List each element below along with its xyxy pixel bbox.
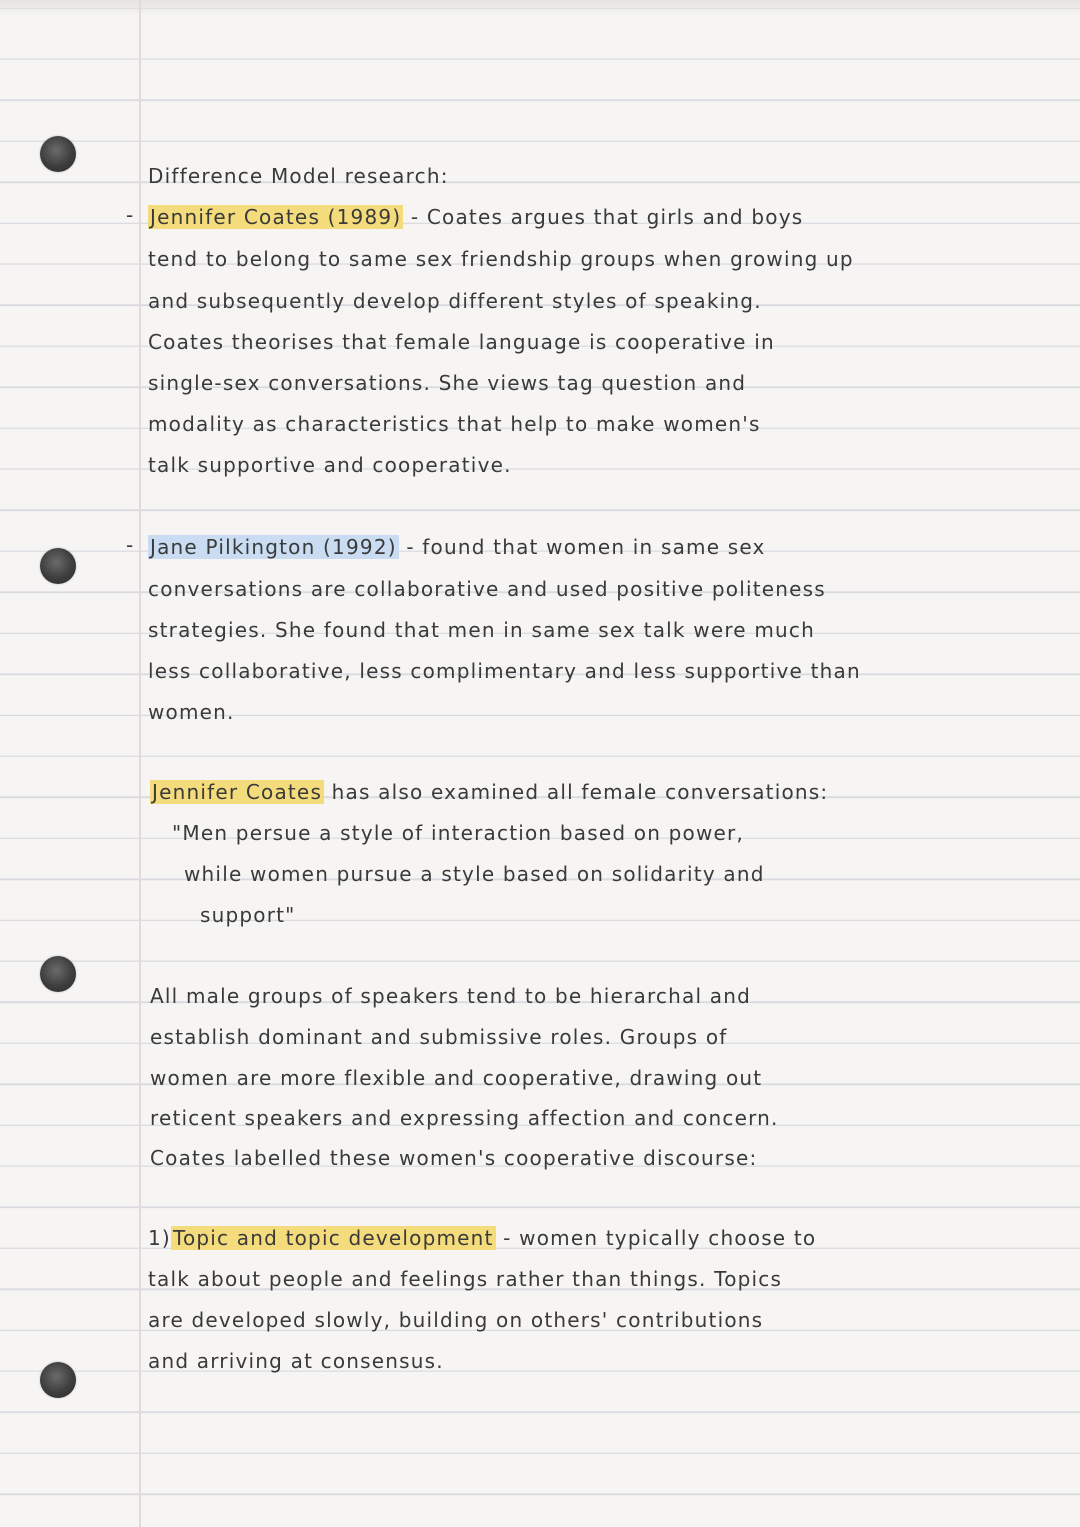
groups-line-4: reticent speakers and expressing affection and concern. <box>150 1106 779 1130</box>
pilkington-line-2: conversations are collaborative and used positive politeness <box>148 577 826 601</box>
topic-line-4: and arriving at consensus. <box>148 1349 444 1373</box>
coates-quote-line-2: while women pursue a style based on solidarity and <box>184 862 765 886</box>
pilkington-line-3: strategies. She found that men in same sex talk were much <box>148 618 815 642</box>
topic-line-1: 1) Topic and topic development - women typically choose to <box>148 1226 817 1250</box>
notes-heading: Difference Model research: <box>148 164 449 188</box>
pilkington-line-1: - Jane Pilkington (1992) - found that women in same sex <box>148 534 766 560</box>
pilkington-line-5: women. <box>148 700 235 724</box>
coates-1989-line-1: - Jennifer Coates (1989) - Coates argues that girls and boys <box>148 204 803 230</box>
groups-line-1: All male groups of speakers tend to be hierarchal and <box>150 984 751 1008</box>
coates-female-name: Jennifer Coates <box>152 780 323 804</box>
coates-1989-name: Jennifer Coates (1989) <box>150 205 402 229</box>
coates-1989-line-6: modality as characteristics that help to make women's <box>148 412 761 436</box>
coates-1989-line-7: talk supportive and cooperative. <box>148 453 512 477</box>
groups-line-3: women are more flexible and cooperative, drawing out <box>150 1066 763 1090</box>
coates-1989-line-2: tend to belong to same sex friendship groups when growing up <box>148 247 854 271</box>
coates-quote-line-3: support" <box>200 903 296 927</box>
coates-quote-line-1: "Men persue a style of interaction based on power, <box>172 821 745 845</box>
topic-line-2: talk about people and feelings rather than things. Topics <box>148 1267 783 1291</box>
coates-female-line-1: Jennifer Coates has also examined all female conversations: <box>152 780 829 804</box>
groups-line-2: establish dominant and submissive roles. Groups of <box>150 1025 728 1049</box>
topic-name: Topic and topic development <box>172 1226 494 1250</box>
topic-number: 1) <box>148 1226 171 1250</box>
pilkington-name: Jane Pilkington (1992) <box>150 535 397 559</box>
coates-1989-line-4: Coates theorises that female language is cooperative in <box>148 330 775 354</box>
groups-line-5: Coates labelled these women's cooperative discourse: <box>150 1146 758 1170</box>
coates-1989-line-5: single-sex conversations. She views tag question and <box>148 371 747 395</box>
topic-line-3: are developed slowly, building on others' contributions <box>148 1308 764 1332</box>
coates-1989-line-3: and subsequently develop different styles of speaking. <box>148 289 762 313</box>
pilkington-line-4: less collaborative, less complimentary and less supportive than <box>148 659 861 683</box>
